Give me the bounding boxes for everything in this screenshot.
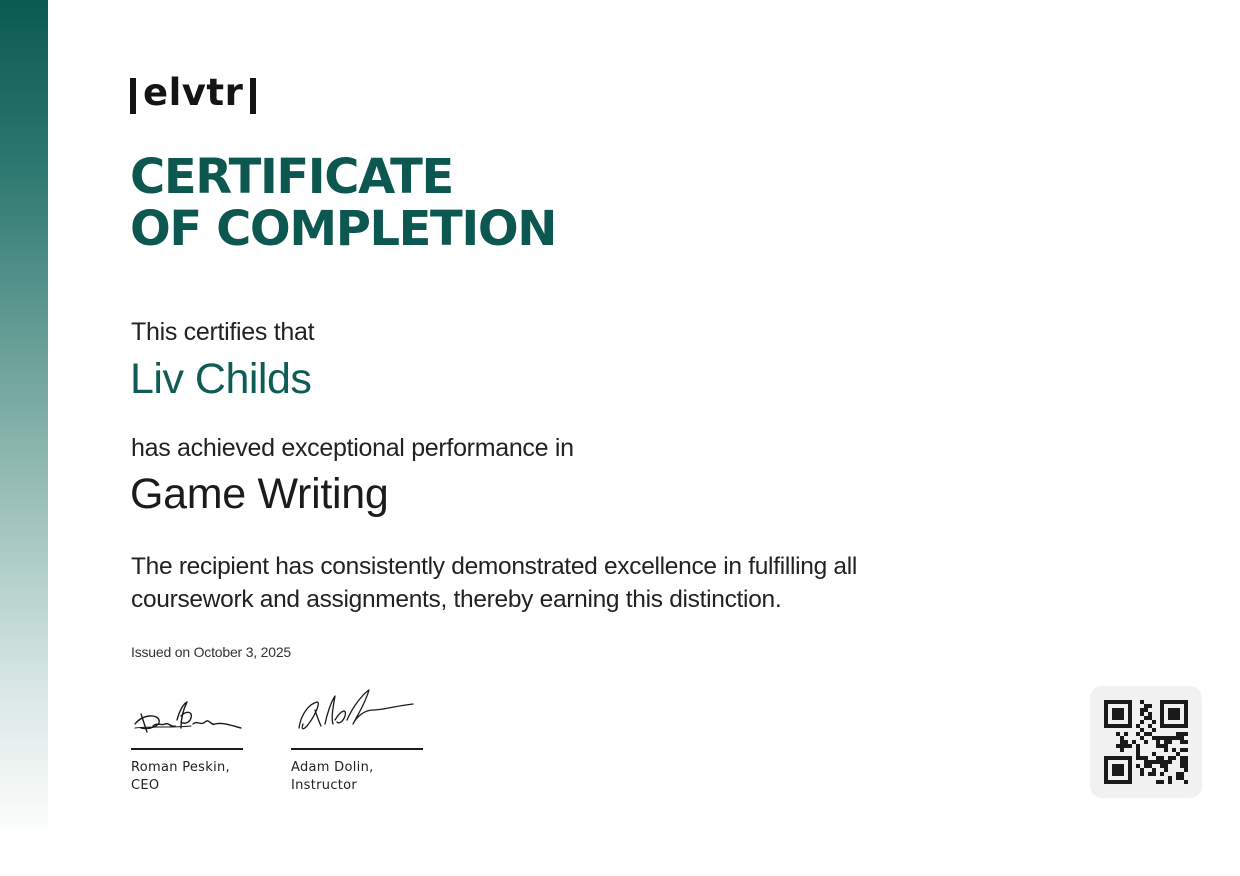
signatory-role: Instructor [291,778,358,793]
signatory-role: CEO [131,778,160,793]
certifies-text: This certifies that [131,318,315,346]
signatory-name: Roman Peskin, [131,760,230,775]
signature-icon [131,680,243,746]
signatory-instructor [291,680,423,795]
issued-date: Issued on October 3, 2025 [131,644,291,660]
title-line-1: CERTIFICATE [130,149,453,205]
side-gradient-band [0,0,48,876]
recipient-name: Liv Childs [130,355,312,403]
title-line-2: OF COMPLETION [130,201,557,257]
qr-code-icon[interactable] [1104,700,1188,784]
signatory-ceo [131,680,243,795]
qr-code-card[interactable] [1090,686,1202,798]
certificate-title [130,151,556,255]
signature-icon [291,680,423,746]
achievement-text: has achieved exceptional performance in [131,434,574,462]
elvtr-logo [130,71,256,118]
logo-bar-right [250,78,256,114]
course-name: Game Writing [130,470,389,518]
signatory-name: Adam Dolin, [291,760,374,775]
logo-text: elvtr [143,71,244,114]
signature-line [291,748,423,750]
certificate-description: The recipient has consistently demonstrated excellence in fulfilling all coursework and assignments, thereby earning this distinction. [131,553,858,613]
signature-line [131,748,243,750]
